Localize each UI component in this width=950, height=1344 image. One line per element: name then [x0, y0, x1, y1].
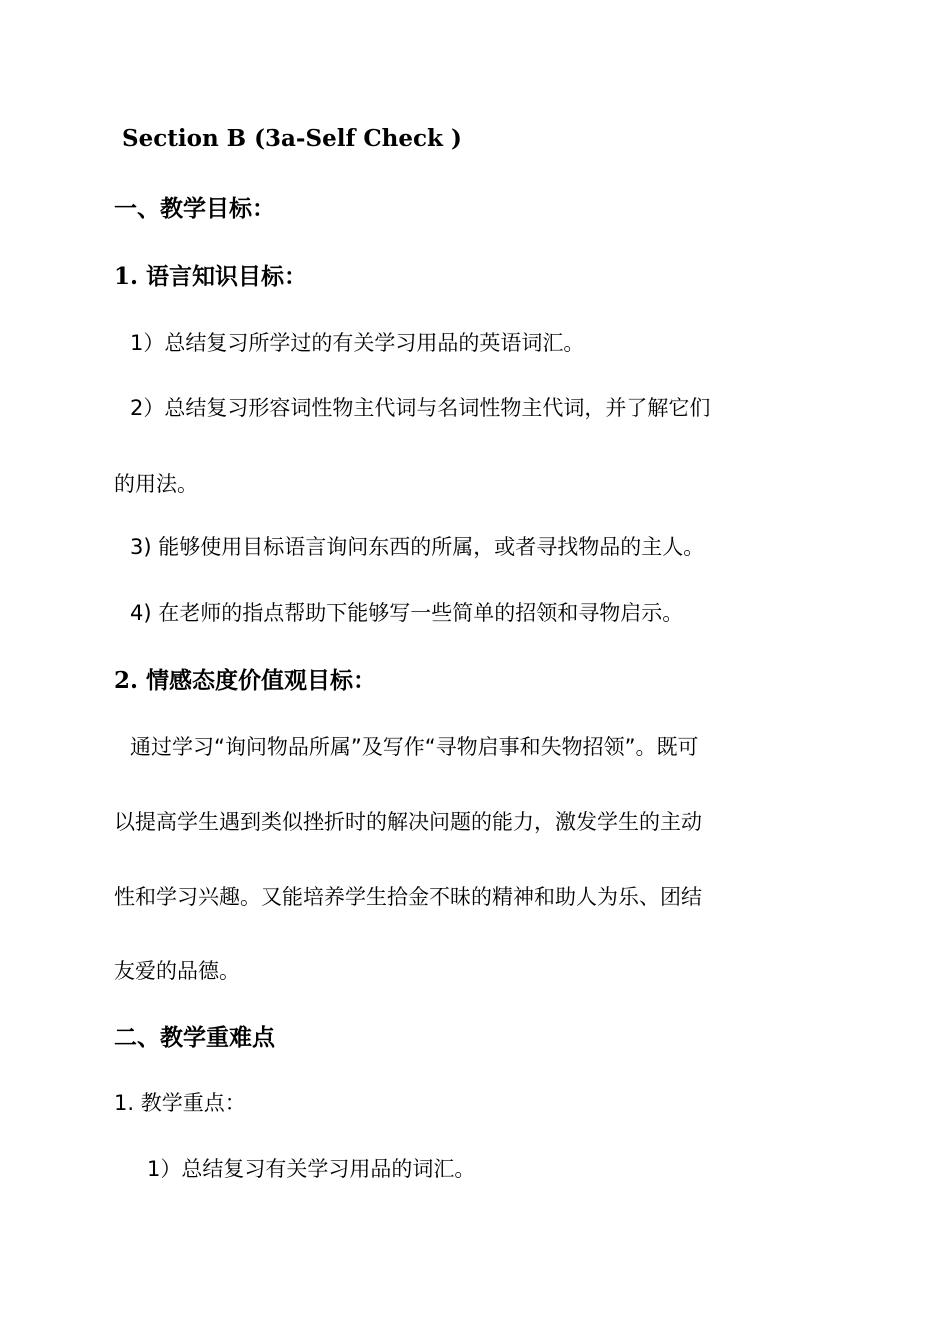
- paragraph-line: 友爱的品德。: [114, 959, 240, 983]
- list-item-continuation: 的用法。: [114, 472, 198, 496]
- paragraph-line: 性和学习兴趣。又能培养学生拾金不昧的精神和助人为乐、团结: [114, 885, 702, 909]
- list-item: 1）总结复习所学过的有关学习用品的英语词汇。: [130, 331, 585, 355]
- paragraph-line: 通过学习“询问物品所属”及写作“寻物启事和失物招领”。既可: [130, 735, 699, 759]
- paragraph-line: 以提高学生遇到类似挫折时的解决问题的能力，激发学生的主动: [114, 810, 702, 834]
- list-item: 2）总结复习形容词性物主代词与名词性物主代词，并了解它们: [130, 396, 711, 420]
- list-item: 1）总结复习有关学习用品的词汇。: [147, 1157, 476, 1181]
- section-heading-key-points: 二、教学重难点: [114, 1024, 275, 1051]
- list-item: 4) 在老师的指点帮助下能够写一些简单的招领和寻物启示。: [130, 601, 684, 625]
- page-title: Section B (3a-Self Check ): [122, 125, 462, 152]
- list-item: 3) 能够使用目标语言询问东西的所属，或者寻找物品的主人。: [130, 535, 705, 559]
- subheading-attitude-goals: 2. 情感态度价值观目标：: [114, 667, 377, 694]
- section-heading-teaching-goals: 一、教学目标：: [114, 195, 275, 222]
- subheading-key-point: 1. 教学重点：: [114, 1091, 246, 1115]
- subheading-language-goals: 1. 语言知识目标：: [114, 263, 308, 290]
